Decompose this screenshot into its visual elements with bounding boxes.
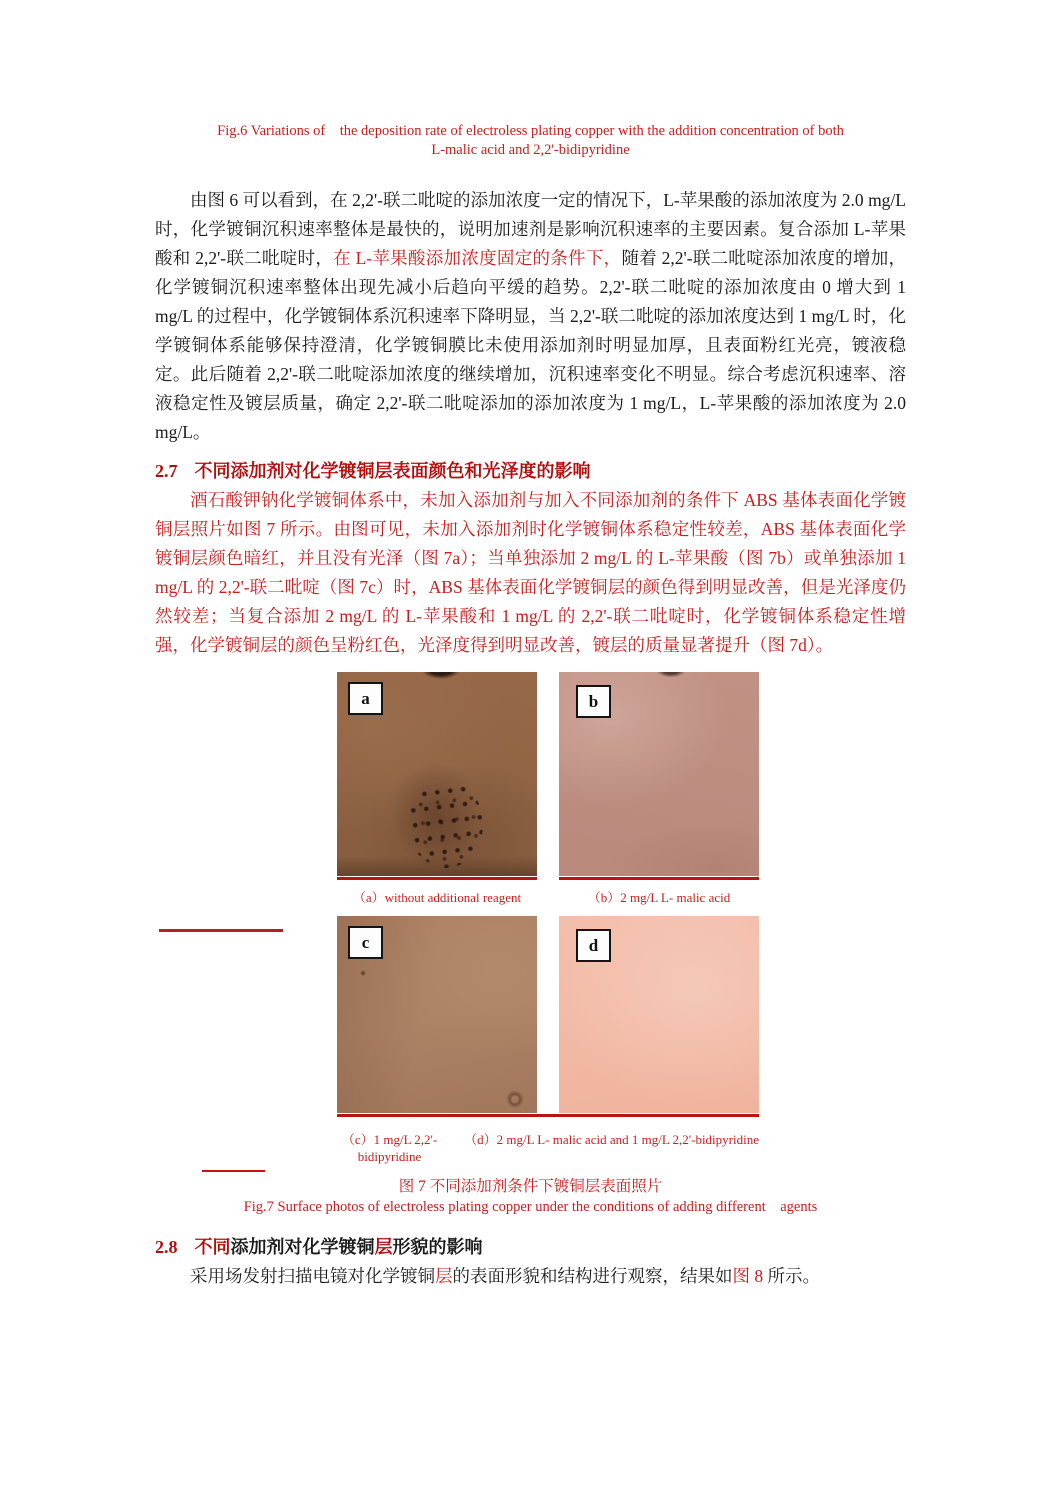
figure-7-row-2-rule-line <box>337 1114 759 1117</box>
para1-black-segment-1: 由图 6 可以看到，在 2,2'-联二吡啶的添加浓度一定的情况下，L-苹果酸的添加浓度为 2.0 mg/L 时，化学镀铜沉积速率整体是最快的，说明加速剂是影响沉积速率的主要因素。复合添加 L-苹果酸和 2,2'-联二吡啶时， <box>155 190 906 268</box>
figure-7-cell-a <box>337 672 537 916</box>
fig6-caption-line1: Fig.6 Variations of the deposition rate of electroless plating copper with the addition concentration of both <box>217 123 844 139</box>
section-2-8-title-black-2: 形貌的影响 <box>392 1237 483 1257</box>
photo-d-image <box>559 916 759 1113</box>
photo-a-image <box>337 672 537 876</box>
photo-c-label: c <box>348 926 383 959</box>
photo-a-caption: （a）without additional reagent <box>352 890 522 905</box>
photo-d-caption: （d）2 mg/L L- malic acid and 1 mg/L 2,2'-bidipyridine <box>464 1132 759 1147</box>
photo-c-caption: （c）1 mg/L 2,2'-bidipyridine <box>341 1132 438 1164</box>
section-2-7-heading <box>155 457 906 486</box>
photo-b-rule-line <box>559 877 759 880</box>
section-2-8-title-black-1: 添加剂对化学镀铜 <box>230 1237 375 1257</box>
section-2-8-title-red-1: 不同 <box>194 1237 231 1257</box>
para-2-8-black-1: 采用场发射扫描电镜对化学镀铜 <box>190 1266 435 1286</box>
section-2-8-paragraph <box>155 1262 906 1291</box>
para1-red-highlight: 在 L-苹果酸添加浓度固定的条件下， <box>333 248 622 268</box>
figure-7-caption-chinese: 图 7 不同添加剂条件下镀铜层表面照片 <box>398 1178 663 1195</box>
figure-7-row-2 <box>337 916 759 1113</box>
photo-b-image <box>559 672 759 876</box>
photo-b-label: b <box>576 685 611 718</box>
figure-7-caption-english: Fig.7 Surface photos of electroless plating copper under the conditions of adding different agents <box>243 1199 818 1215</box>
photo-a-label: a <box>348 682 383 715</box>
figure-7-cell-b <box>559 672 759 916</box>
figure-7-row-2-captions <box>337 1131 759 1165</box>
para-2-8-black-3: 所示。 <box>763 1266 820 1286</box>
figure-7 <box>337 672 759 1165</box>
section-2-7-title: 不同添加剂对化学镀铜层表面颜色和光泽度的影响 <box>194 461 591 481</box>
para-2-8-red-1: 层 <box>435 1266 453 1286</box>
section-2-8-heading <box>155 1233 906 1262</box>
photo-d-label: d <box>576 929 611 962</box>
left-margin-revision-line-2 <box>202 1170 265 1172</box>
para-2-8-black-2: 的表面形貌和结构进行观察，结果如 <box>452 1266 733 1286</box>
section-2-8-title-red-2: 层 <box>374 1237 393 1257</box>
para-2-8-red-2: 图 8 <box>732 1266 764 1286</box>
left-margin-revision-line-1 <box>159 929 283 932</box>
fig6-caption-line2: L-malic acid and 2,2'-bidipyridine <box>431 142 630 158</box>
paragraph-deposition-discussion <box>155 186 906 447</box>
photo-c-image <box>337 916 537 1113</box>
figure-7-row-1 <box>337 672 759 916</box>
section-2-7-paragraph: 酒石酸钾钠化学镀铜体系中，未加入添加剂与加入不同添加剂的条件下 ABS 基体表面化学镀铜层照片如图 7 所示。由图可见，未加入添加剂时化学镀铜体系稳定性较差，ABS 基体表面化学镀铜层颜色暗红，并且没有光泽（图 7a）；当单独添加 2 mg/L 的 L-苹果酸（图 7b）或单独添加 1 mg/L 的 2,2'-联二吡啶（图 7c）时，ABS 基体表面化学镀铜层的颜色得到明显改善，但是光泽度仍然较差；当复合添加 2 mg/L 的 L-苹果酸和 1 mg/L 的 2,2'-联二吡啶时，化学镀铜体系稳定性增强，化学镀铜层的颜色呈粉红色，光泽度得到明显改善，镀层的质量显著提升（图 7d）。 <box>155 490 906 655</box>
photo-a-defect-spots <box>404 780 488 872</box>
photo-b-caption: （b）2 mg/L L- malic acid <box>587 890 731 905</box>
para1-black-segment-2: 随着 2,2'-联二吡啶添加浓度的增加，化学镀铜沉积速率整体出现先减小后趋向平缓的趋势。2,2'-联二吡啶的添加浓度由 0 增大到 1 mg/L 的过程中，化学镀铜体系沉积速率下降明显，当 2,2'-联二吡啶的添加浓度达到 1 mg/L 时，化学镀铜体系能够保持澄清，化学镀铜膜比未使用添加剂时明显加厚，且表面粉红光亮，镀液稳定。此后随着 2,2'-联二吡啶添加浓度的继续增加，沉积速率变化不明显。综合考虑沉积速率、溶液稳定性及镀层质量，确定 2,2'-联二吡啶添加的添加浓度为 1 mg/L，L-苹果酸的添加浓度为 2.0 mg/L。 <box>155 248 906 442</box>
section-2-7-number: 2.7 <box>155 461 178 481</box>
section-2-8-number: 2.8 <box>155 1237 178 1257</box>
photo-a-rule-line <box>337 877 537 880</box>
